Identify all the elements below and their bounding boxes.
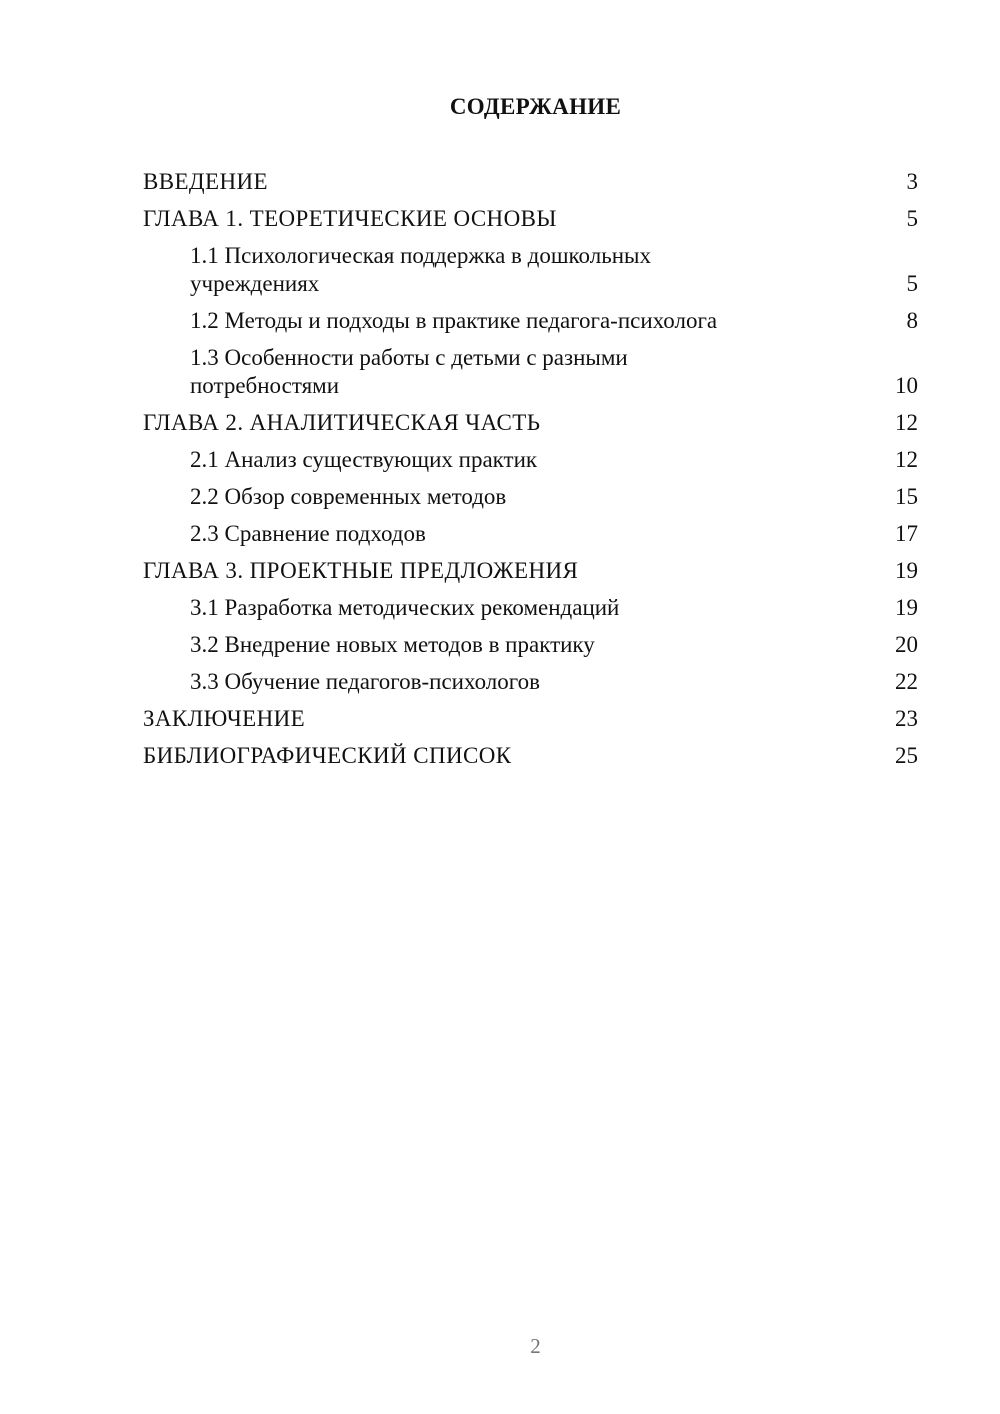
toc-entry[interactable] <box>143 742 918 770</box>
table-of-contents <box>143 168 918 779</box>
toc-entry-title: 1.3 Особенности работы с детьми с разными потребностями <box>190 345 628 398</box>
toc-entry[interactable] <box>143 631 918 659</box>
toc-entry[interactable] <box>143 705 918 733</box>
toc-entry-title: 2.3 Сравнение подходов <box>190 521 426 546</box>
page-number: 2 <box>530 1334 541 1358</box>
toc-entry[interactable] <box>143 168 918 196</box>
toc-entry[interactable] <box>143 307 918 335</box>
toc-entry-title: ГЛАВА 3. ПРОЕКТНЫЕ ПРЕДЛОЖЕНИЯ <box>143 558 579 583</box>
toc-entry[interactable] <box>143 594 918 622</box>
toc-entry-title: 1.2 Методы и подходы в практике педагога-психолога <box>190 308 718 333</box>
toc-entry[interactable] <box>143 668 918 696</box>
toc-entry[interactable] <box>143 520 918 548</box>
toc-entry-page: 10 <box>895 373 918 398</box>
toc-entry-page: 19 <box>895 595 918 620</box>
toc-entry-page: 17 <box>895 521 918 546</box>
toc-entry-page: 5 <box>906 206 918 231</box>
toc-entry-title: 3.1 Разработка методических рекомендаций <box>190 595 620 620</box>
toc-entry-page: 8 <box>906 308 918 333</box>
toc-entry-title: 1.1 Психологическая поддержка в дошкольных учреждениях <box>190 243 651 296</box>
toc-entry-page: 19 <box>895 558 918 583</box>
toc-entry-page: 22 <box>895 669 918 694</box>
toc-entry-page: 25 <box>895 743 918 768</box>
toc-entry[interactable] <box>143 242 918 298</box>
toc-entry-title: ВВЕДЕНИЕ <box>143 169 268 194</box>
toc-entry-title: ЗАКЛЮЧЕНИЕ <box>143 706 306 731</box>
toc-entry-page: 20 <box>895 632 918 657</box>
toc-entry-title: ГЛАВА 2. АНАЛИТИЧЕСКАЯ ЧАСТЬ <box>143 410 541 435</box>
toc-entry-page: 5 <box>906 271 918 296</box>
toc-entry-page: 12 <box>895 410 918 435</box>
toc-entry[interactable] <box>143 344 918 400</box>
toc-entry-page: 23 <box>895 706 918 731</box>
toc-entry-page: 15 <box>895 484 918 509</box>
toc-entry[interactable] <box>143 409 918 437</box>
toc-entry[interactable] <box>143 205 918 233</box>
toc-entry-title: 3.3 Обучение педагогов-психологов <box>190 669 540 694</box>
toc-entry[interactable] <box>143 557 918 585</box>
toc-entry-page: 3 <box>906 169 918 194</box>
page-title: СОДЕРЖАНИЕ <box>449 94 622 119</box>
toc-entry[interactable] <box>143 446 918 474</box>
toc-entry-title: 2.2 Обзор современных методов <box>190 484 507 509</box>
toc-entry-title: 3.2 Внедрение новых методов в практику <box>190 632 595 657</box>
toc-entry-title: БИБЛИОГРАФИЧЕСКИЙ СПИСОК <box>143 743 512 768</box>
toc-entry-title: 2.1 Анализ существующих практик <box>190 447 538 472</box>
toc-entry-page: 12 <box>895 447 918 472</box>
toc-entry[interactable] <box>143 483 918 511</box>
toc-entry-title: ГЛАВА 1. ТЕОРЕТИЧЕСКИЕ ОСНОВЫ <box>143 206 557 231</box>
